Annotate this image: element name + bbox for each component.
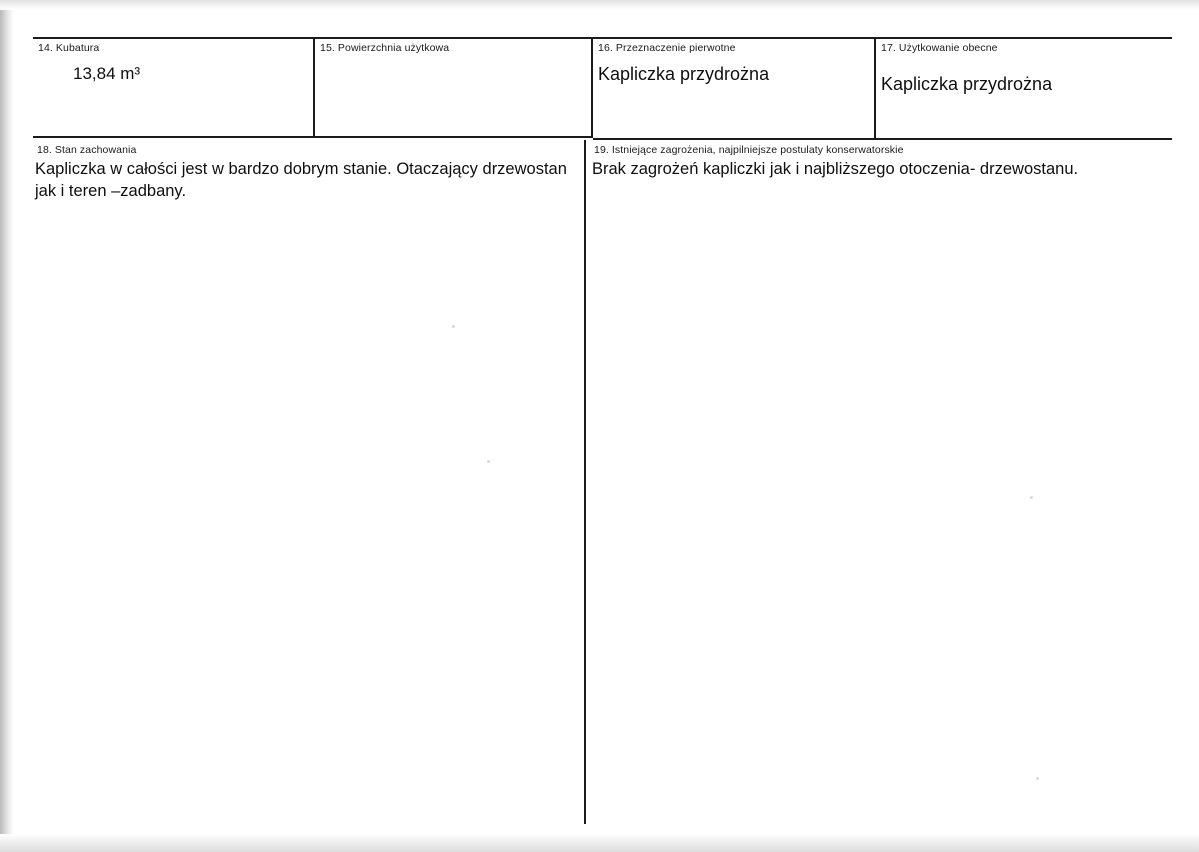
field-17-uzytkowanie-obecne[interactable] [876, 37, 1172, 138]
field-17-label: 17. Użytkowanie obecne [881, 42, 998, 54]
field-17-value: Kapliczka przydrożna [881, 74, 1053, 94]
field-19-value: Brak zagrożeń kapliczki jak i najbliższego otoczenia- drzewostanu. [592, 160, 1079, 178]
table-rule-mid-left [33, 136, 593, 138]
field-16-value: Kapliczka przydrożna [598, 64, 770, 84]
field-18-label: 18. Stan zachowania [37, 144, 137, 156]
field-15-label: 15. Powierzchnia użytkowa [320, 42, 450, 54]
form-row-lower [33, 140, 1172, 827]
form-table [33, 37, 1172, 827]
field-19-label: 19. Istniejące zagrożenia, najpilniejsze postulaty konserwatorskie [594, 144, 904, 156]
field-15-powierzchnia-uzytkowa[interactable] [315, 37, 591, 138]
page-left-shadow [0, 0, 14, 852]
field-18-stan-zachowania[interactable] [33, 140, 584, 827]
field-16-przeznaczenie-pierwotne[interactable] [593, 37, 874, 138]
field-19-istniejace-zagrozenia[interactable] [586, 140, 1172, 827]
field-14-value: 13,84 m³ [73, 64, 141, 83]
field-14-kubatura[interactable] [33, 37, 313, 138]
field-16-label: 16. Przeznaczenie pierwotne [598, 42, 736, 54]
page-top-shadow [0, 0, 1199, 10]
page-bottom-shadow [0, 834, 1199, 852]
field-14-label: 14. Kubatura [38, 42, 100, 54]
field-18-value: Kapliczka w całości jest w bardzo dobrym stanie. Otaczający drzewostan jak i teren –zadbany. [35, 160, 567, 200]
form-row-upper [33, 37, 1172, 138]
